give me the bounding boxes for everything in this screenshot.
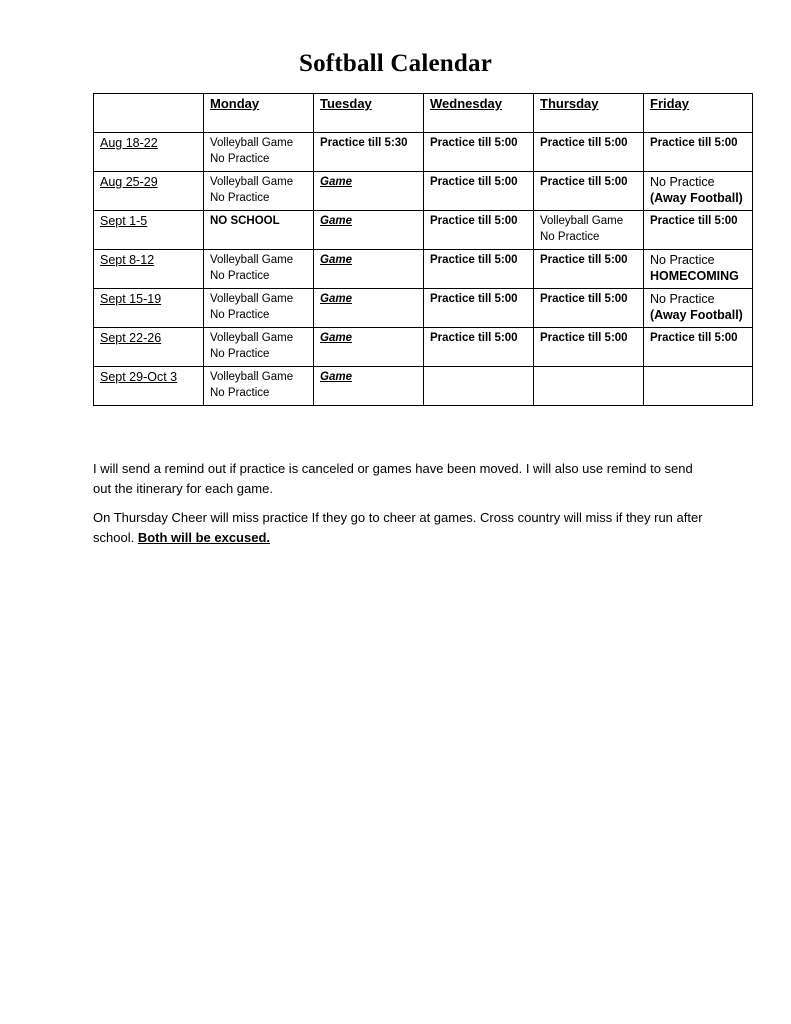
cell-text: HOMECOMING <box>650 269 739 283</box>
cell-wednesday <box>424 133 534 172</box>
cell-text: Practice till 5:00 <box>650 332 738 344</box>
cell-text: Game <box>320 371 352 383</box>
note-excused-text: On Thursday Cheer will miss practice If they go to cheer at games. Cross country will miss if they run after school. <box>93 510 703 545</box>
table-row <box>94 250 753 289</box>
cell-thursday <box>534 250 644 289</box>
cell-text: Practice till 5:00 <box>430 137 518 149</box>
header-tuesday: Tuesday <box>314 94 424 133</box>
cell-tuesday <box>314 133 424 172</box>
cell-text: Practice till 5:00 <box>540 176 628 188</box>
cell-wednesday <box>424 172 534 211</box>
cell-text: Volleyball Game <box>210 293 294 305</box>
cell-friday <box>644 133 753 172</box>
cell-friday <box>644 328 753 367</box>
cell-monday <box>204 172 314 211</box>
cell-friday <box>644 250 753 289</box>
cell-text: Volleyball Game <box>540 215 624 227</box>
cell-wednesday <box>424 367 534 406</box>
cell-text: Practice till 5:00 <box>430 215 518 227</box>
cell-text: Practice till 5:00 <box>540 137 628 149</box>
cell-text: Volleyball Game <box>210 137 294 149</box>
cell-thursday <box>534 328 644 367</box>
cell-text: NO SCHOOL <box>210 215 280 227</box>
week-label: Sept 8-12 <box>94 250 204 289</box>
table-row <box>94 133 753 172</box>
cell-text: Practice till 5:00 <box>430 176 518 188</box>
cell-text: No Practice <box>210 270 270 282</box>
header-friday: Friday <box>644 94 753 133</box>
week-label: Sept 22-26 <box>94 328 204 367</box>
cell-friday <box>644 172 753 211</box>
cell-tuesday <box>314 172 424 211</box>
cell-text: No Practice <box>210 153 270 165</box>
table-row <box>94 172 753 211</box>
cell-tuesday <box>314 211 424 250</box>
cell-text: Game <box>320 293 352 305</box>
cell-monday <box>204 328 314 367</box>
cell-thursday <box>534 211 644 250</box>
cell-text: Practice till 5:00 <box>430 254 518 266</box>
cell-tuesday <box>314 328 424 367</box>
cell-text: No Practice <box>210 348 270 360</box>
cell-monday <box>204 289 314 328</box>
cell-friday <box>644 289 753 328</box>
cell-text: Volleyball Game <box>210 176 294 188</box>
cell-friday <box>644 367 753 406</box>
cell-text: Practice till 5:00 <box>430 293 518 305</box>
cell-thursday <box>534 133 644 172</box>
header-wednesday: Wednesday <box>424 94 534 133</box>
cell-monday <box>204 133 314 172</box>
page-title: Softball Calendar <box>299 50 492 77</box>
week-label: Sept 29-Oct 3 <box>94 367 204 406</box>
header-monday: Monday <box>204 94 314 133</box>
cell-text: Game <box>320 176 352 188</box>
cell-thursday <box>534 289 644 328</box>
cell-text: (Away Football) <box>650 191 743 205</box>
cell-text: No Practice <box>540 231 600 243</box>
cell-thursday <box>534 172 644 211</box>
cell-text: Game <box>320 254 352 266</box>
cell-text: No Practice <box>210 309 270 321</box>
cell-wednesday <box>424 328 534 367</box>
week-label: Sept 1-5 <box>94 211 204 250</box>
cell-thursday <box>534 367 644 406</box>
cell-text: No Practice <box>650 175 715 189</box>
header-corner-cell <box>94 94 204 133</box>
cell-text: Game <box>320 215 352 227</box>
cell-monday <box>204 367 314 406</box>
cell-text: No Practice <box>650 292 715 306</box>
softball-calendar-table <box>93 93 753 406</box>
cell-text: Volleyball Game <box>210 254 294 266</box>
cell-friday <box>644 211 753 250</box>
note-excused-emphasis: Both will be excused. <box>137 530 271 545</box>
cell-text: Game <box>320 332 352 344</box>
header-thursday: Thursday <box>534 94 644 133</box>
cell-text: Practice till 5:00 <box>540 293 628 305</box>
cell-text: Practice till 5:00 <box>650 215 738 227</box>
week-label: Aug 25-29 <box>94 172 204 211</box>
table-row <box>94 211 753 250</box>
cell-text: Volleyball Game <box>210 332 294 344</box>
table-row <box>94 289 753 328</box>
week-label: Sept 15-19 <box>94 289 204 328</box>
cell-tuesday <box>314 250 424 289</box>
table-header-row <box>94 94 753 133</box>
cell-wednesday <box>424 211 534 250</box>
cell-text: Practice till 5:00 <box>430 332 518 344</box>
cell-wednesday <box>424 289 534 328</box>
cell-text: No Practice <box>650 253 715 267</box>
cell-text: Volleyball Game <box>210 371 294 383</box>
cell-tuesday <box>314 367 424 406</box>
cell-tuesday <box>314 289 424 328</box>
cell-text: No Practice <box>210 387 270 399</box>
note-excused <box>93 508 713 548</box>
cell-text: (Away Football) <box>650 308 743 322</box>
note-remind: I will send a remind out if practice is canceled or games have been moved. I will also use remind to send out the itinerary for each game. <box>93 461 693 496</box>
week-label: Aug 18-22 <box>94 133 204 172</box>
cell-text: Practice till 5:00 <box>540 254 628 266</box>
cell-wednesday <box>424 250 534 289</box>
cell-text: Practice till 5:00 <box>650 137 738 149</box>
table-row <box>94 367 753 406</box>
cell-text: Practice till 5:00 <box>540 332 628 344</box>
table-row <box>94 328 753 367</box>
cell-text: Practice till 5:30 <box>320 137 408 149</box>
cell-monday <box>204 211 314 250</box>
cell-text: No Practice <box>210 192 270 204</box>
cell-monday <box>204 250 314 289</box>
